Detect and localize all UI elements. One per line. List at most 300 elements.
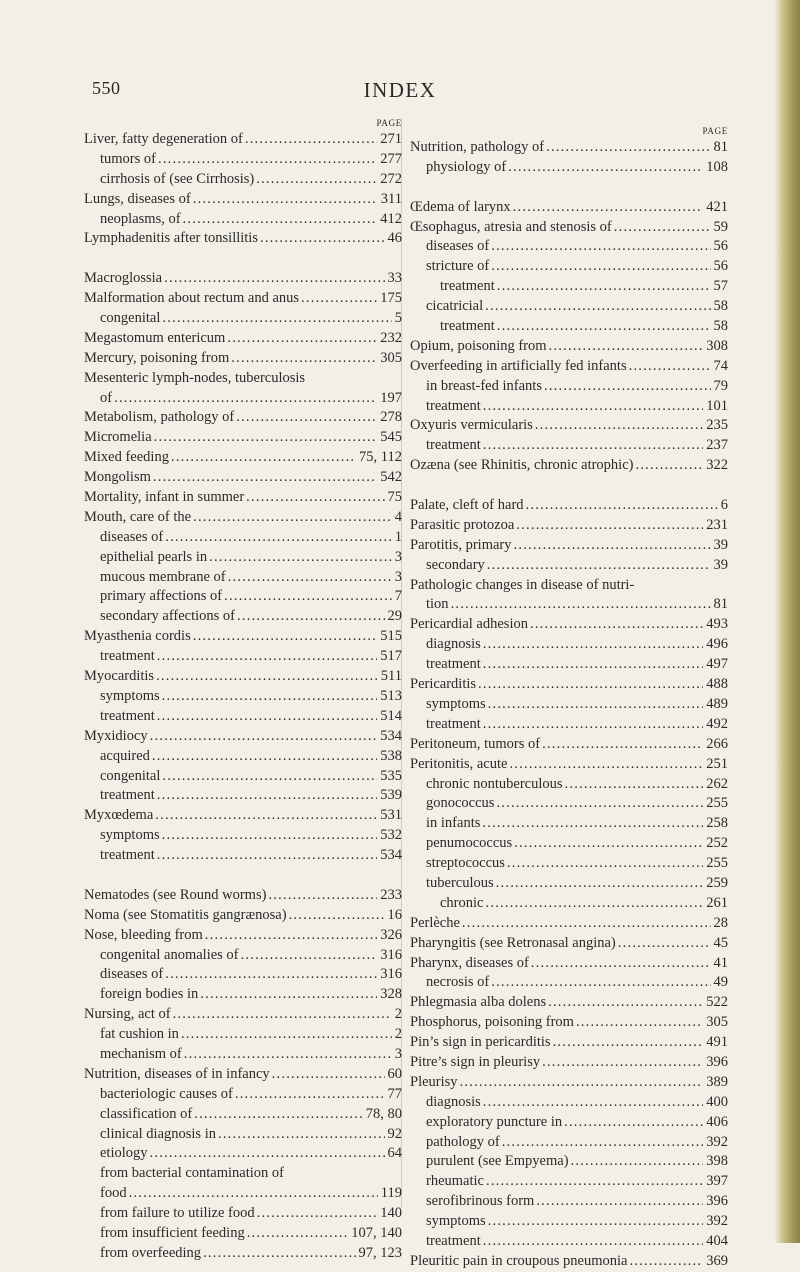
index-entry-term: treatment xyxy=(426,656,481,673)
dot-leader xyxy=(163,528,392,548)
index-entry-page: 6 xyxy=(720,497,728,514)
index-entry xyxy=(84,727,402,747)
dot-leader xyxy=(155,707,377,727)
index-entry-page: 496 xyxy=(706,636,728,653)
index-entry-term: bacteriologic causes of xyxy=(100,1085,233,1102)
dot-leader xyxy=(494,794,703,814)
index-entry-page: 493 xyxy=(706,616,728,633)
entry-spacer xyxy=(84,866,402,886)
index-entry-term: Nursing, act of xyxy=(84,1006,171,1023)
dot-leader xyxy=(162,269,384,289)
index-entry-term: Nose, bleeding from xyxy=(84,926,203,943)
index-entry-term: Overfeeding in artificially fed infants xyxy=(410,357,627,374)
dot-leader xyxy=(547,337,704,357)
dot-leader xyxy=(225,329,377,349)
index-entry xyxy=(84,190,402,210)
index-entry xyxy=(84,806,402,826)
index-entry-page: 492 xyxy=(706,715,728,732)
index-entry-term: classification of xyxy=(100,1105,193,1122)
index-entry-term: treatment xyxy=(100,648,155,665)
index-entry-term: treatment xyxy=(100,787,155,804)
index-entry-term: necrosis of xyxy=(426,974,490,991)
index-entry-term: Nutrition, diseases of in infancy xyxy=(84,1065,270,1082)
index-entry xyxy=(410,954,728,974)
index-entry xyxy=(410,158,728,178)
dot-leader xyxy=(255,1204,378,1224)
index-entry xyxy=(84,1224,402,1244)
dot-leader xyxy=(192,1105,363,1125)
index-entry-term: secondary xyxy=(426,556,485,573)
index-entry xyxy=(410,357,728,377)
index-entry-term: Phlegmasia alba dolens xyxy=(410,994,547,1011)
index-entries-right xyxy=(410,138,728,1272)
index-entry xyxy=(84,786,402,806)
index-entries-left xyxy=(84,130,402,1264)
index-entry-term: diseases of xyxy=(100,528,164,545)
dot-leader xyxy=(512,536,711,556)
index-entry xyxy=(84,408,402,428)
index-entry xyxy=(84,647,402,667)
dot-leader xyxy=(150,747,377,767)
index-entry-page: 534 xyxy=(380,847,402,864)
index-entry-page: 4 xyxy=(394,508,402,525)
index-entry xyxy=(410,516,728,536)
index-entry-page: 389 xyxy=(706,1073,728,1090)
dot-leader xyxy=(483,894,703,914)
index-entry xyxy=(410,735,728,755)
index-entry-page: 175 xyxy=(380,290,402,307)
dot-leader xyxy=(181,210,378,230)
index-entry-page: 2 xyxy=(394,1006,402,1023)
index-entry xyxy=(410,1013,728,1033)
index-entry xyxy=(84,170,402,190)
index-entry-page: 56 xyxy=(713,258,728,275)
dot-leader xyxy=(486,1212,704,1232)
index-entry xyxy=(84,309,402,329)
index-entry-term: Pericarditis xyxy=(410,676,477,693)
index-entry-page: 534 xyxy=(380,727,402,744)
index-entry xyxy=(84,349,402,369)
index-entry xyxy=(410,317,728,337)
index-entry-page: 491 xyxy=(706,1034,728,1051)
index-entry-term: treatment xyxy=(440,318,495,335)
dot-leader xyxy=(633,456,703,476)
dot-leader xyxy=(299,289,377,309)
index-entry xyxy=(410,337,728,357)
index-entry-term: Palate, cleft of hard xyxy=(410,497,524,514)
index-entry xyxy=(410,615,728,635)
index-entry-term: symptoms xyxy=(426,1213,486,1230)
index-entry-term: chronic nontuberculous xyxy=(426,775,563,792)
index-entry-term: Pin’s sign in pericarditis xyxy=(410,1034,551,1051)
index-entry xyxy=(410,436,728,456)
index-entry-page: 5 xyxy=(394,310,402,327)
index-entry xyxy=(84,687,402,707)
index-entry-term: cicatricial xyxy=(426,298,484,315)
page-column-label: PAGE xyxy=(376,118,402,128)
index-entry-page: 97, 123 xyxy=(358,1244,402,1261)
index-entry-term: symptoms xyxy=(426,695,486,712)
index-entry-page: 235 xyxy=(706,417,728,434)
index-entry-term: fat cushion in xyxy=(100,1026,179,1043)
index-entry-term: treatment xyxy=(426,1232,481,1249)
index-entry-page: 262 xyxy=(706,775,728,792)
index-entry-page: 258 xyxy=(706,815,728,832)
index-entry xyxy=(84,946,402,966)
index-entry-term: penumococcus xyxy=(426,835,513,852)
index-entry-page: 515 xyxy=(380,628,402,645)
index-entry xyxy=(410,973,728,993)
dot-leader xyxy=(484,1172,703,1192)
dot-leader xyxy=(460,914,711,934)
dot-leader xyxy=(163,965,377,985)
index-entry xyxy=(84,448,402,468)
index-entry-term: Pitre’s sign in pleurisy xyxy=(410,1053,541,1070)
index-entry xyxy=(410,456,728,476)
dot-leader xyxy=(480,814,703,834)
index-entry-page: 64 xyxy=(387,1145,402,1162)
index-column-right xyxy=(410,126,728,1272)
index-entry xyxy=(410,755,728,775)
index-entry-page: 322 xyxy=(706,457,728,474)
index-entry xyxy=(410,814,728,834)
index-entry-page: 197 xyxy=(380,389,402,406)
index-entry xyxy=(84,886,402,906)
index-entry xyxy=(410,1172,728,1192)
index-entry-term: Mouth, care of the xyxy=(84,508,192,525)
index-entry-term: Pleurisy xyxy=(410,1073,458,1090)
index-entry-page: 531 xyxy=(380,807,402,824)
index-entry xyxy=(410,1252,728,1272)
dot-leader xyxy=(152,428,378,448)
page-title: INDEX xyxy=(363,78,437,102)
index-entry-page: 3 xyxy=(394,548,402,565)
dot-leader xyxy=(616,934,711,954)
dot-leader xyxy=(160,687,378,707)
index-entry-page: 406 xyxy=(706,1113,728,1130)
dot-leader xyxy=(216,1125,385,1145)
index-entry-page: 542 xyxy=(380,469,402,486)
index-entry xyxy=(410,635,728,655)
index-entry xyxy=(410,834,728,854)
index-entry-page: 92 xyxy=(387,1125,402,1142)
index-entry-page: 75 xyxy=(387,489,402,506)
entry-spacer xyxy=(84,249,402,269)
index-entry-term: pathology of xyxy=(426,1133,500,1150)
index-entry-page: 369 xyxy=(706,1252,728,1269)
index-entry-term: Pharynx, diseases of xyxy=(410,954,529,971)
index-entry-term: exploratory puncture in xyxy=(426,1113,563,1130)
index-entry-page: 101 xyxy=(706,397,728,414)
index-entry xyxy=(410,496,728,516)
index-entry-page: 545 xyxy=(380,429,402,446)
dot-leader xyxy=(203,926,377,946)
index-entry xyxy=(410,934,728,954)
dot-leader xyxy=(512,834,703,854)
index-entry-term: cirrhosis of (see Cirrhosis) xyxy=(100,170,255,187)
dot-leader xyxy=(198,985,377,1005)
dot-leader xyxy=(235,607,384,627)
dot-leader xyxy=(148,1144,385,1164)
dot-leader xyxy=(506,158,703,178)
index-entry-term: Perlèche xyxy=(410,914,460,931)
dot-leader xyxy=(148,727,378,747)
index-entry-page: 81 xyxy=(713,596,728,613)
index-entry xyxy=(84,329,402,349)
index-entry-term: diagnosis xyxy=(426,1093,481,1110)
dot-leader xyxy=(574,1013,703,1033)
index-entry-term: tuberculous xyxy=(426,874,494,891)
index-entry-page: 412 xyxy=(380,210,402,227)
index-entry xyxy=(84,210,402,230)
index-entry xyxy=(84,468,402,488)
index-entry-term: treatment xyxy=(426,715,481,732)
index-entry xyxy=(410,715,728,735)
index-entry-page: 400 xyxy=(706,1093,728,1110)
dot-leader xyxy=(489,237,710,257)
index-entry-term: tion xyxy=(426,596,449,613)
index-entry xyxy=(84,389,402,409)
index-entry xyxy=(410,655,728,675)
index-entry xyxy=(84,1105,402,1125)
index-entry xyxy=(410,257,728,277)
index-entry-page: 1 xyxy=(394,528,402,545)
dot-leader xyxy=(191,508,392,528)
dot-leader xyxy=(563,775,704,795)
index-entry xyxy=(84,906,402,926)
index-entry-page: 58 xyxy=(713,318,728,335)
index-entry xyxy=(410,536,728,556)
index-entry-page: 49 xyxy=(713,974,728,991)
dot-leader xyxy=(481,1232,703,1252)
index-entry-page: 396 xyxy=(706,1193,728,1210)
index-entry xyxy=(84,508,402,528)
index-entry-term: in breast-fed infants xyxy=(426,377,542,394)
index-entry-page: 305 xyxy=(706,1014,728,1031)
index-entry-page: 261 xyxy=(706,894,728,911)
index-entry-page: 16 xyxy=(387,906,402,923)
dot-leader xyxy=(182,1045,392,1065)
index-entry-page: 107, 140 xyxy=(351,1224,402,1241)
index-entry xyxy=(84,548,402,568)
index-entry-page: 7 xyxy=(394,588,402,605)
index-entry-page: 3 xyxy=(394,1045,402,1062)
index-entry xyxy=(84,269,402,289)
dot-leader xyxy=(155,647,377,667)
index-entry-page: 517 xyxy=(380,648,402,665)
index-entry-term: acquired xyxy=(100,747,150,764)
index-entry-term: Pericardial adhesion xyxy=(410,616,528,633)
index-entry-page: 28 xyxy=(713,914,728,931)
entry-spacer xyxy=(410,178,728,198)
entry-spacer xyxy=(410,476,728,496)
dot-leader xyxy=(156,150,377,170)
index-entry xyxy=(84,667,402,687)
dot-leader xyxy=(529,954,711,974)
dot-leader xyxy=(207,548,392,568)
dot-leader xyxy=(505,854,703,874)
index-entry-page: 41 xyxy=(713,954,728,971)
index-entry xyxy=(410,775,728,795)
index-entry-page: 251 xyxy=(706,755,728,772)
index-entry-term: Œsophagus, atresia and stenosis of xyxy=(410,218,612,235)
index-entry-term: Myxidiocy xyxy=(84,727,148,744)
dot-leader xyxy=(245,1224,349,1244)
dot-leader xyxy=(569,1152,704,1172)
index-entry xyxy=(84,587,402,607)
index-entry-page: 316 xyxy=(380,966,402,983)
index-entry xyxy=(84,747,402,767)
index-entry-page: 3 xyxy=(394,568,402,585)
dot-leader xyxy=(169,448,356,468)
index-entry xyxy=(410,1133,728,1153)
index-entry-term: epithelial pearls in xyxy=(100,548,208,565)
index-entry xyxy=(84,1085,402,1105)
index-entry xyxy=(84,1144,402,1164)
dot-leader xyxy=(495,317,711,337)
index-entry xyxy=(84,369,402,389)
index-entry-page: 77 xyxy=(387,1085,402,1102)
index-entry xyxy=(410,854,728,874)
index-entry xyxy=(84,568,402,588)
index-entry-page: 46 xyxy=(387,230,402,247)
index-entry xyxy=(410,1113,728,1133)
index-entry xyxy=(84,1164,402,1184)
index-entry xyxy=(84,1005,402,1025)
dot-leader xyxy=(612,218,711,238)
index-entry-page: 60 xyxy=(387,1065,402,1082)
dot-leader xyxy=(500,1133,704,1153)
index-entry-page: 119 xyxy=(380,1185,402,1202)
index-entry xyxy=(410,794,728,814)
dot-leader xyxy=(112,389,377,409)
index-entry xyxy=(84,767,402,787)
dot-leader xyxy=(243,130,377,150)
index-entry-term: Peritoneum, tumors of xyxy=(410,735,541,752)
page-column-label: PAGE xyxy=(702,126,728,136)
index-entry xyxy=(410,556,728,576)
index-entry-term: Lungs, diseases of xyxy=(84,190,191,207)
index-entry xyxy=(410,695,728,715)
dot-leader xyxy=(534,1192,703,1212)
index-entry-term: of xyxy=(100,389,113,406)
index-entry-page: 511 xyxy=(380,668,402,685)
index-entry-page: 58 xyxy=(713,298,728,315)
index-entry-term: foreign bodies in xyxy=(100,986,199,1003)
index-entry xyxy=(410,416,728,436)
index-entry-term: Mercury, poisoning from xyxy=(84,349,230,366)
index-entry-term: Lymphadenitis after tonsillitis xyxy=(84,230,258,247)
dot-leader xyxy=(494,874,704,894)
index-entry-page: 29 xyxy=(387,608,402,625)
dot-leader xyxy=(489,257,710,277)
index-entry xyxy=(410,1232,728,1252)
index-column-left xyxy=(84,118,402,1264)
dot-leader xyxy=(155,786,377,806)
dot-leader xyxy=(483,297,710,317)
index-entry-page: 326 xyxy=(380,926,402,943)
index-entry-page: 535 xyxy=(380,767,402,784)
index-entry xyxy=(84,150,402,170)
index-entry-term: Myxœdema xyxy=(84,807,154,824)
index-entry-term: diagnosis xyxy=(426,636,481,653)
index-entry-page: 311 xyxy=(380,190,402,207)
dot-leader xyxy=(481,1093,703,1113)
dot-leader xyxy=(540,1053,703,1073)
index-entry-page: 489 xyxy=(706,695,728,712)
index-entry-term: Phosphorus, poisoning from xyxy=(410,1014,574,1031)
index-entry-page: 78, 80 xyxy=(365,1105,402,1122)
index-entry-page: 79 xyxy=(713,377,728,394)
index-entry xyxy=(84,1244,402,1264)
dot-leader xyxy=(254,170,377,190)
index-entry xyxy=(410,397,728,417)
index-entry-term: treatment xyxy=(100,707,155,724)
index-entry xyxy=(410,993,728,1013)
dot-leader xyxy=(485,556,711,576)
index-entry-page: 231 xyxy=(706,516,728,533)
index-entry-term: Opium, poisoning from xyxy=(410,337,547,354)
dot-leader xyxy=(627,357,711,377)
index-entry-page: 39 xyxy=(713,536,728,553)
dot-leader xyxy=(127,1184,378,1204)
index-entry-page: 252 xyxy=(706,835,728,852)
index-entry-term: Liver, fatty degeneration of xyxy=(84,131,243,147)
index-entry-term: primary affections of xyxy=(100,588,223,605)
index-entry-page: 81 xyxy=(713,139,728,155)
index-entry-page: 397 xyxy=(706,1173,728,1190)
index-entry-page: 305 xyxy=(380,349,402,366)
index-entry-term: Œdema of larynx xyxy=(410,198,511,215)
index-entry xyxy=(410,1073,728,1093)
index-entry xyxy=(84,926,402,946)
index-entry-term: Myocarditis xyxy=(84,668,155,685)
index-entry-term: chronic xyxy=(440,894,484,911)
index-entry-term: treatment xyxy=(426,437,481,454)
index-entry-page: 396 xyxy=(706,1053,728,1070)
page-edge-shadow xyxy=(774,0,800,1243)
dot-leader xyxy=(511,198,704,218)
index-entry-term: streptococcus xyxy=(426,855,505,872)
index-entry-term: Nematodes (see Round worms) xyxy=(84,886,267,903)
index-entry-page: 237 xyxy=(706,437,728,454)
index-entry xyxy=(84,707,402,727)
index-entry-term: Macroglossia xyxy=(84,270,163,287)
dot-leader xyxy=(201,1244,355,1264)
index-entry xyxy=(84,627,402,647)
index-entry-term: Nutrition, pathology of xyxy=(410,139,545,155)
dot-leader xyxy=(160,309,391,329)
dot-leader xyxy=(540,735,703,755)
index-entry-term: diseases of xyxy=(100,966,164,983)
index-entry-page: 266 xyxy=(706,735,728,752)
index-entry-term: stricture of xyxy=(426,258,490,275)
index-entry-term: Micromelia xyxy=(84,429,152,446)
index-entry-page: 255 xyxy=(706,855,728,872)
index-entry-page: 513 xyxy=(380,687,402,704)
index-entry-term: from overfeeding xyxy=(100,1244,202,1261)
index-entry-page: 514 xyxy=(380,707,402,724)
index-entry-term: congenital anomalies of xyxy=(100,946,239,963)
index-entry-page: 497 xyxy=(706,656,728,673)
page-number: 550 xyxy=(92,78,121,98)
index-entry-page: 522 xyxy=(706,994,728,1011)
dot-leader xyxy=(191,190,378,210)
dot-leader xyxy=(151,468,377,488)
index-entry-page: 488 xyxy=(706,676,728,693)
index-entry-term: congenital xyxy=(100,767,161,784)
index-entry xyxy=(410,1093,728,1113)
